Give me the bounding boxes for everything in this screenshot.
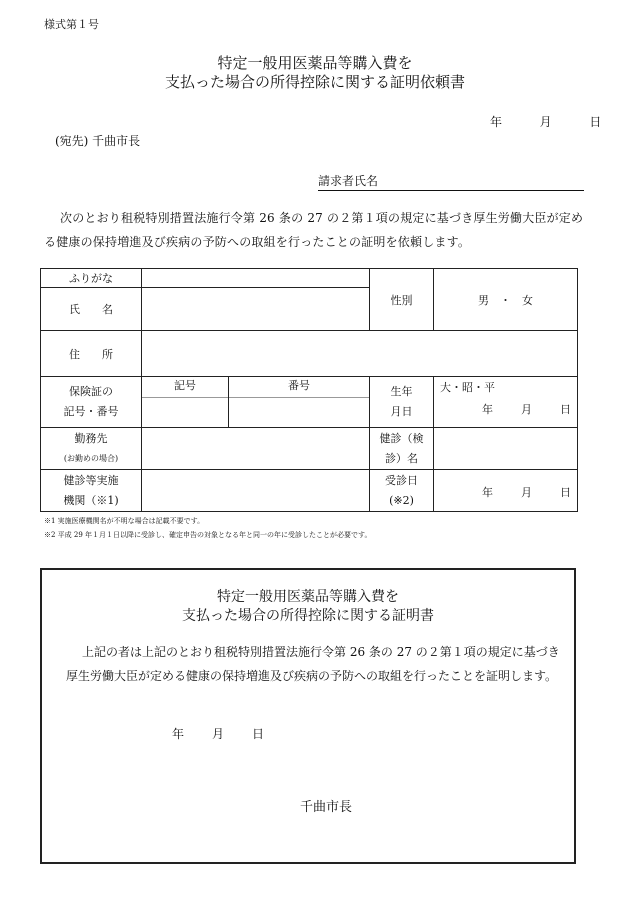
cert-month-label: 月 (212, 727, 225, 741)
employer-field[interactable] (142, 428, 370, 470)
certificate-date (172, 725, 264, 742)
birthdate-field[interactable] (434, 377, 578, 428)
cert-year-label: 年 (172, 727, 185, 741)
checkup-name-label-line1: 健診（検 (379, 431, 424, 445)
birthdate-ymd (440, 401, 571, 417)
institution-field[interactable] (142, 470, 370, 512)
number-cell (229, 377, 370, 428)
checkup-day-label: 日 (560, 486, 571, 499)
checkup-month-label: 月 (521, 486, 532, 499)
symbol-field[interactable] (142, 398, 228, 427)
checkup-year-label: 年 (482, 486, 493, 499)
cert-day-label: 日 (252, 727, 265, 741)
number-label: 番号 (229, 377, 369, 398)
request-title-line2: 支払った場合の所得控除に関する証明依頼書 (164, 73, 465, 91)
gender-label: 性別 (370, 269, 434, 331)
institution-label-line2: 機関（※1) (63, 493, 119, 507)
checkup-date-label-line1: 受診日 (385, 473, 418, 487)
institution-label (41, 470, 142, 512)
symbol-label: 記号 (142, 377, 228, 398)
request-title-line1: 特定一般用医薬品等購入費を (217, 54, 413, 72)
symbol-cell (142, 377, 229, 428)
checkup-name-label-line2: 診）名 (385, 451, 418, 465)
date-year-label: 年 (490, 115, 503, 129)
institution-label-line1: 健診等実施 (63, 473, 119, 487)
checkup-date-label (370, 470, 434, 512)
applicant-table (40, 268, 578, 512)
checkup-date-label-line2: (※2) (389, 493, 414, 507)
address-label: 住 所 (41, 331, 142, 377)
number-field[interactable] (229, 398, 369, 427)
footnote-1: ※1 実施医療機関名が不明な場合は記載不要です。 (44, 517, 205, 525)
insurance-label-line1: 保険証の (69, 385, 113, 398)
name-field[interactable] (142, 288, 370, 331)
era-options[interactable]: 大・昭・平 (440, 381, 495, 394)
furigana-label: ふりがな (41, 269, 142, 288)
birthdate-label-line2: 月日 (390, 405, 413, 418)
insurance-label-line2: 記号・番号 (63, 405, 119, 418)
certificate-box (40, 568, 576, 864)
checkup-date-field[interactable] (434, 470, 578, 512)
birthdate-label-line1: 生年 (390, 385, 413, 398)
request-body: 次のとおり租税特別措置法施行令第 26 条の 27 の２第１項の規定に基づき厚生労働大臣が定める健康の保持増進及び疾病の予防への取組を行ったことの証明を依頼します。 (44, 211, 584, 249)
certificate-issuer: 千曲市長 (300, 800, 353, 815)
certificate-body: 上記の者は上記のとおり租税特別措置法施行令第 26 条の 27 の２第１項の規定に基づき厚生労働大臣が定める健康の保持増進及び疾病の予防への取組を行ったことを証明します。 (66, 645, 560, 683)
birthdate-label (370, 377, 434, 428)
checkup-name-field[interactable] (434, 428, 578, 470)
form-number: 様式第１号 (44, 18, 99, 31)
employer-label-line2: (お勤めの場合) (63, 453, 119, 463)
insurance-label (41, 377, 142, 428)
gender-options[interactable]: 男 ・ 女 (434, 269, 578, 331)
requester-name-field[interactable] (318, 172, 584, 191)
birth-day-label: 日 (560, 403, 571, 416)
request-date (490, 113, 601, 130)
date-day-label: 日 (589, 115, 602, 129)
addressee: (宛先) 千曲市長 (55, 134, 141, 148)
checkup-name-label (370, 428, 434, 470)
address-field[interactable] (142, 331, 578, 377)
employer-label-line1: 勤務先 (74, 431, 108, 445)
footnote-2: ※2 平成 29 年１月１日以降に受診し、確定申告の対象となる年と同一の年に受診したことが必要です。 (44, 531, 372, 539)
birth-month-label: 月 (521, 403, 532, 416)
certificate-title-line1: 特定一般用医薬品等購入費を (217, 589, 399, 605)
employer-label (41, 428, 142, 470)
date-month-label: 月 (539, 115, 552, 129)
requester-name-label: 請求者氏名 (318, 174, 379, 188)
certificate-title-line2: 支払った場合の所得控除に関する証明書 (182, 608, 434, 624)
furigana-field[interactable] (142, 269, 370, 288)
name-label: 氏 名 (41, 288, 142, 331)
birth-year-label: 年 (482, 403, 493, 416)
